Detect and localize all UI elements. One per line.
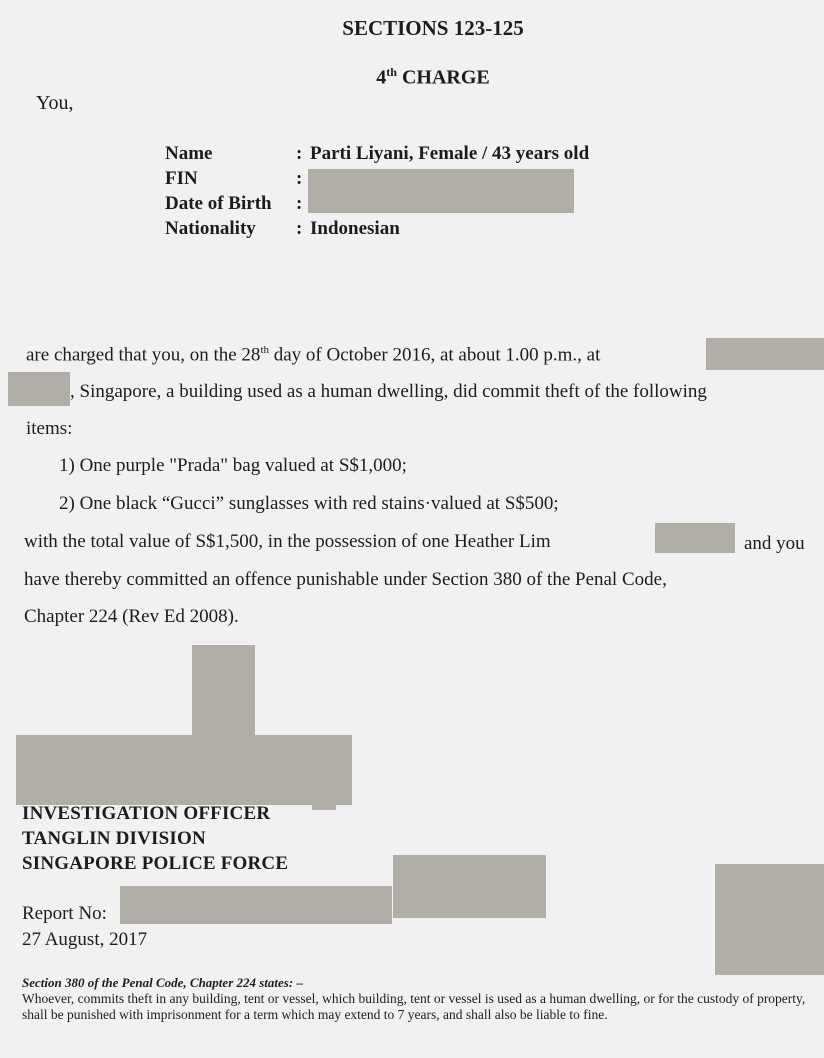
charge-line-3: items: <box>26 418 73 439</box>
report-label: Report No: <box>22 903 107 924</box>
charge-line-1a: are charged that you, on the 28 <box>26 344 261 366</box>
footer-text: Whoever, commits theft in any building, tent or vessel, which building, tent or vessel is used as a human dwelling, or for the custody of property, shall be punished with imprisonment for a term which may extend to 7 years, and shall also be liable to fine. <box>22 991 806 1022</box>
charge-suffix: th <box>386 65 397 79</box>
nationality-label: Nationality <box>165 218 256 239</box>
charge-line-1 <box>26 344 600 366</box>
redaction-report-number <box>120 886 392 924</box>
name-value: Parti Liyani, Female / 43 years old <box>310 143 590 164</box>
charge-line-2: , Singapore, a building used as a human dwelling, did commit theft of the following <box>70 381 707 402</box>
redaction-victim-name <box>655 523 735 553</box>
charge-line-4a: with the total value of S$1,500, in the possession of one Heather Lim <box>24 531 551 552</box>
charge-heading <box>0 65 824 90</box>
officer-title: INVESTIGATION OFFICER <box>22 803 271 824</box>
salutation: You, <box>36 92 74 114</box>
fin-colon: : <box>296 168 303 189</box>
fin-label: FIN <box>165 168 198 189</box>
redaction-corner <box>715 864 824 975</box>
charge-number: 4 <box>376 66 387 89</box>
dob-label: Date of Birth <box>165 193 272 214</box>
redaction-stamp <box>393 855 546 918</box>
charge-word: CHARGE <box>401 66 490 89</box>
nationality-colon: : <box>296 218 303 239</box>
charge-line-5: have thereby committed an offence punishable under Section 380 of the Penal Code, <box>24 569 667 590</box>
name-label: Name <box>165 143 213 164</box>
charge-line-6: Chapter 224 (Rev Ed 2008). <box>24 606 239 627</box>
nationality-value: Indonesian <box>310 218 400 239</box>
charge-line-4b: and you <box>744 533 805 554</box>
redaction-address-2 <box>8 372 70 406</box>
footer-heading: Section 380 of the Penal Code, Chapter 224 states: – <box>22 975 303 990</box>
charge-line-1b: day of October 2016, at about 1.00 p.m., at <box>269 344 601 366</box>
redaction-officer-name-tail <box>312 800 336 810</box>
officer-division: TANGLIN DIVISION <box>22 828 206 849</box>
document-title: SECTIONS 123-125 <box>342 16 524 40</box>
report-date: 27 August, 2017 <box>22 929 148 950</box>
dob-colon: : <box>296 193 303 214</box>
name-colon: : <box>296 143 303 164</box>
list-item-1: 1) One purple "Prada" bag valued at S$1,000; <box>59 455 407 476</box>
redaction-signature <box>192 645 255 740</box>
charge-line-1-sup: th <box>260 344 269 356</box>
redaction-officer-name <box>16 735 352 805</box>
redaction-address-1 <box>706 338 824 370</box>
list-item-2: 2) One black “Gucci” sunglasses with red stains·valued at S$500; <box>59 493 559 514</box>
redaction-fin-dob <box>308 169 574 213</box>
officer-force: SINGAPORE POLICE FORCE <box>22 853 289 874</box>
